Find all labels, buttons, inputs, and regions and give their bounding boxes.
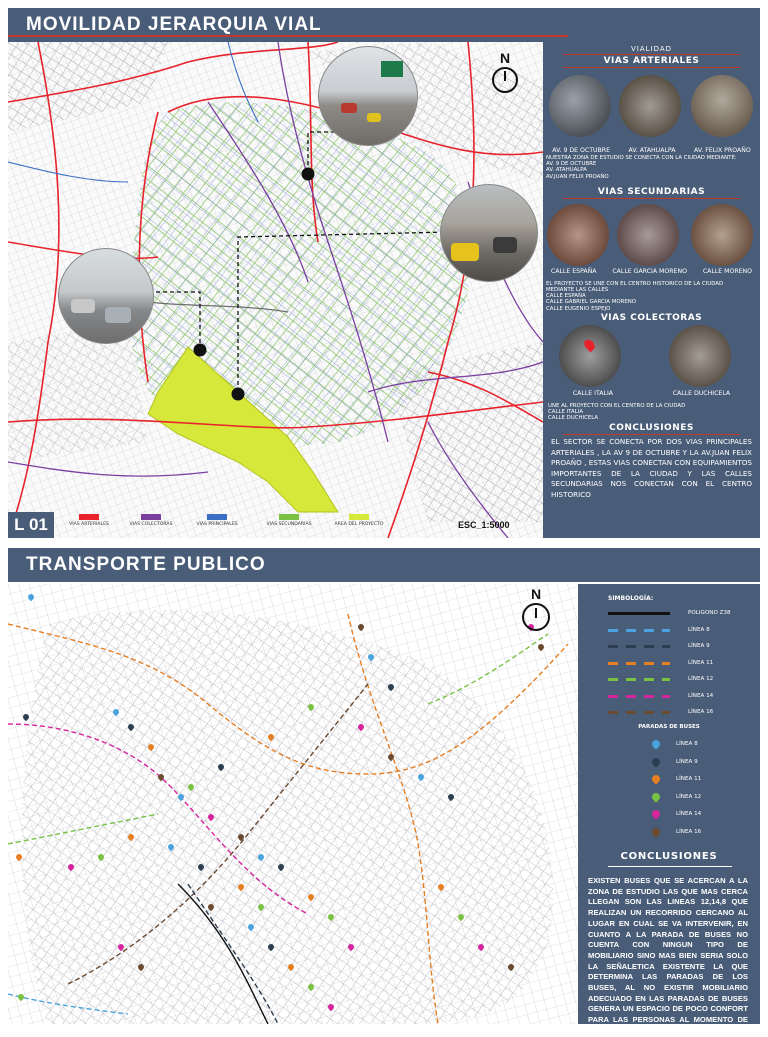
legend-label: VIAS ARTERIALES: [69, 522, 109, 527]
line-legend-swatch: [608, 645, 670, 648]
line-legend-label: LÍNEA 9: [688, 643, 710, 649]
transporte-map: [8, 584, 578, 1024]
vialidad-panel: [543, 42, 760, 538]
title-underline: [8, 35, 568, 37]
line-legend-swatch: [608, 695, 670, 698]
transporte-panel: [578, 584, 760, 1035]
line-legend-swatch: [608, 662, 670, 665]
arteriales-text: [543, 154, 760, 181]
vialidad-heading: VIALIDAD: [630, 45, 673, 53]
sheet-label-text: L 01: [14, 515, 48, 534]
line-legend-label: POLIGONO Z38: [688, 610, 731, 616]
text-line: NUESTRA ZONA DE ESTUDIO SE CONECTA CON LA CIUDAD MEDIANTE:: [546, 155, 737, 161]
legend-label: AREA DEL PROYECTO: [334, 522, 384, 527]
photo-calle-italia: [559, 325, 621, 387]
photo-label: CALLE ITALIA: [572, 389, 614, 397]
photo-calle-garcia-moreno: [617, 204, 679, 266]
compass-icon: [492, 67, 518, 93]
north-label-2: N: [530, 586, 542, 602]
sheet-label: [8, 512, 54, 538]
scale-label: ESC_1:5000: [458, 520, 510, 530]
photo-label: CALLE ESPAÑA: [550, 267, 597, 275]
stop-legend-label: LÍNEA 8: [676, 741, 698, 747]
legend-item: [328, 512, 390, 536]
photo-label: AV. ATAHUALPA: [628, 147, 676, 154]
secundarias-labels: [543, 268, 760, 275]
text-line: AV.JUAN FELIX PROAÑO: [546, 173, 609, 180]
photo-label: CALLE GARCIA MORENO: [612, 267, 687, 275]
bus-stop-pin-icon: [650, 738, 661, 749]
legend-item: [258, 512, 320, 536]
north-label: N: [499, 50, 511, 66]
compass-icon: [522, 603, 550, 631]
location-pin-icon: [582, 337, 597, 352]
legend-swatch: [141, 514, 161, 520]
line-legend-swatch: [608, 612, 670, 615]
line-legend-swatch: [608, 711, 670, 714]
paradas-title: PARADAS DE BUSES: [638, 724, 700, 730]
photo-calle-moreno: [691, 204, 753, 266]
line-legend-label: LÍNEA 16: [688, 709, 714, 715]
text-line: CALLE DUCHICELA: [548, 415, 599, 422]
north-arrow: [490, 50, 520, 100]
colectoras-title: VIAS COLECTORAS: [600, 312, 703, 323]
line-legend-swatch: [608, 629, 670, 632]
bus-stop-pin-icon: [650, 773, 661, 784]
legend-label: VIAS PRINCIPALES: [196, 522, 238, 527]
text-line: CALLE ITALIA: [548, 409, 584, 416]
colectoras-labels: [543, 390, 760, 397]
vial-map: [8, 42, 543, 538]
line-legend-label: LÍNEA 14: [688, 692, 714, 699]
line-legend-label: LÍNEA 12: [688, 676, 714, 682]
arteriales-title: VIAS ARTERIALES: [603, 56, 700, 66]
line-legend-label: LÍNEA 8: [688, 626, 710, 633]
text-line: EL PROYECTO SE UNE CON EL CENTRO HISTORICO DE LA CIUDAD: [546, 280, 724, 287]
stop-legend-label: LÍNEA 11: [676, 776, 702, 782]
colectoras-text: [543, 397, 760, 422]
section1-title-banner: [8, 8, 760, 42]
arteriales-labels: [543, 147, 760, 154]
legend-item: [58, 512, 120, 536]
secundarias-photos: [543, 200, 760, 268]
line-legend-label: LÍNEA 11: [688, 659, 714, 666]
conclusiones-title: CONCLUSIONES: [609, 423, 694, 434]
legend-swatch: [279, 514, 299, 520]
legend-swatch: [207, 514, 227, 520]
text-line: UNE AL PROYECTO CON EL CENTRO DE LA CIUDAD: [548, 402, 686, 409]
text-line: MEDIANTE LAS CALLES: [546, 287, 609, 294]
secundarias-text: [543, 275, 760, 312]
photo-label: AV. 9 DE OCTUBRE: [552, 147, 610, 154]
photo-av-9-octubre: [549, 75, 611, 137]
conclusiones-text-2: EXISTEN BUSES QUE SE ACERCAN A LA ZONA DE ESTUDIO LAS QUE MAS CERCA LLEGAN SON LAS LINEAS 12,14,8 QUE REALIZAN UN RECORRIDO CERCANO AL LUGAR EN CUAL SE VA INTERVENIR, EN CUANTO A LA PARADA DE BUSES NO CUENTA CON NINGUN TIPO DE MOBILIARIO SINO MAS BIEN SERIA SOLO LA SEÑALETICA EXISTENTE LA QUE DETERMINA LAS PARADAS DE LOS BUSES, AL NO EXISTIR MOBILIARIO ADECUADO EN LAS PARADAS DE BUSES GENERA UN ESPACIO DE POCO CONFORT PARA LAS PERSONAS AL MOMENTO DE ACCEDER AL: [588, 876, 748, 1035]
text-line: CALLE ESPAÑA: [546, 293, 586, 300]
conclusiones-title-2: CONCLUSIONES: [620, 851, 718, 862]
text-line: CALLE GABRIEL GARCIA MORENO: [546, 299, 637, 306]
transporte-map-canvas: [8, 584, 578, 1024]
photo-calle-espana: [547, 204, 609, 266]
legend-label: VIAS COLECTORAS: [129, 522, 173, 527]
photo-label: CALLE DUCHICELA: [672, 389, 731, 397]
photo-label: CALLE MORENO: [702, 267, 753, 275]
bus-stop-pin-icon: [650, 791, 661, 802]
section2-title: TRANSPORTE PUBLICO: [26, 554, 266, 575]
street-photo-east: [440, 184, 538, 282]
photo-av-atahualpa: [619, 75, 681, 137]
photo-label: AV. FELIX PROAÑO: [694, 147, 751, 154]
bus-stop-pin-icon: [650, 756, 661, 767]
photo-av-felix-proano: [691, 75, 753, 137]
stop-legend-label: LÍNEA 9: [676, 758, 698, 765]
legend-label: VIAS SECUNDARIAS: [266, 522, 312, 527]
bus-stop-pin-icon: [650, 808, 661, 819]
street-photo-north: [318, 46, 418, 146]
photo-calle-duchicela: [669, 325, 731, 387]
legend-swatch: [79, 514, 99, 520]
section2-title-banner: [8, 548, 760, 582]
text-line: AV. 9 DE OCTUBRE: [546, 161, 597, 168]
line-legend-swatch: [608, 678, 670, 681]
street-photo-west: [58, 248, 154, 344]
colectoras-photos: [543, 323, 760, 387]
arteriales-photos: [543, 69, 760, 147]
vial-legend: [58, 512, 398, 536]
stop-legend-label: LÍNEA 14: [676, 811, 702, 817]
legend-swatch: [349, 514, 369, 520]
text-line: AV. ATAHUALPA: [546, 167, 587, 174]
bus-stop-pin-icon: [650, 826, 661, 837]
stop-legend-label: LÍNEA 12: [676, 793, 702, 800]
conclusiones-text: EL SECTOR SE CONECTA POR DOS VIAS PRINCIPALES ARTERIALES , LA AV 9 DE OCTUBRE Y LA AV.JUAN FELIX PROAÑO , ESTAS VIAS CONECTAN CON EQUIPAMIENTOS IMPORTANTES DE LA CIUDAD Y LAS CALLES SECUNDARIAS NOS CONECTAN CON EL CENTRO HISTORICO: [551, 437, 752, 499]
text-line: CALLE EUGENIO ESPEJO: [546, 305, 611, 312]
secundarias-title: VIAS SECUNDARIAS: [597, 186, 706, 197]
stop-legend-label: LÍNEA 16: [676, 828, 702, 835]
legend-item: [120, 512, 182, 536]
simbologia-title: SIMBOLOGÍA:: [608, 595, 654, 602]
section1-title: MOVILIDAD JERARQUIA VIAL: [26, 14, 322, 35]
legend-item: [186, 512, 248, 536]
north-arrow-2: [520, 586, 552, 640]
